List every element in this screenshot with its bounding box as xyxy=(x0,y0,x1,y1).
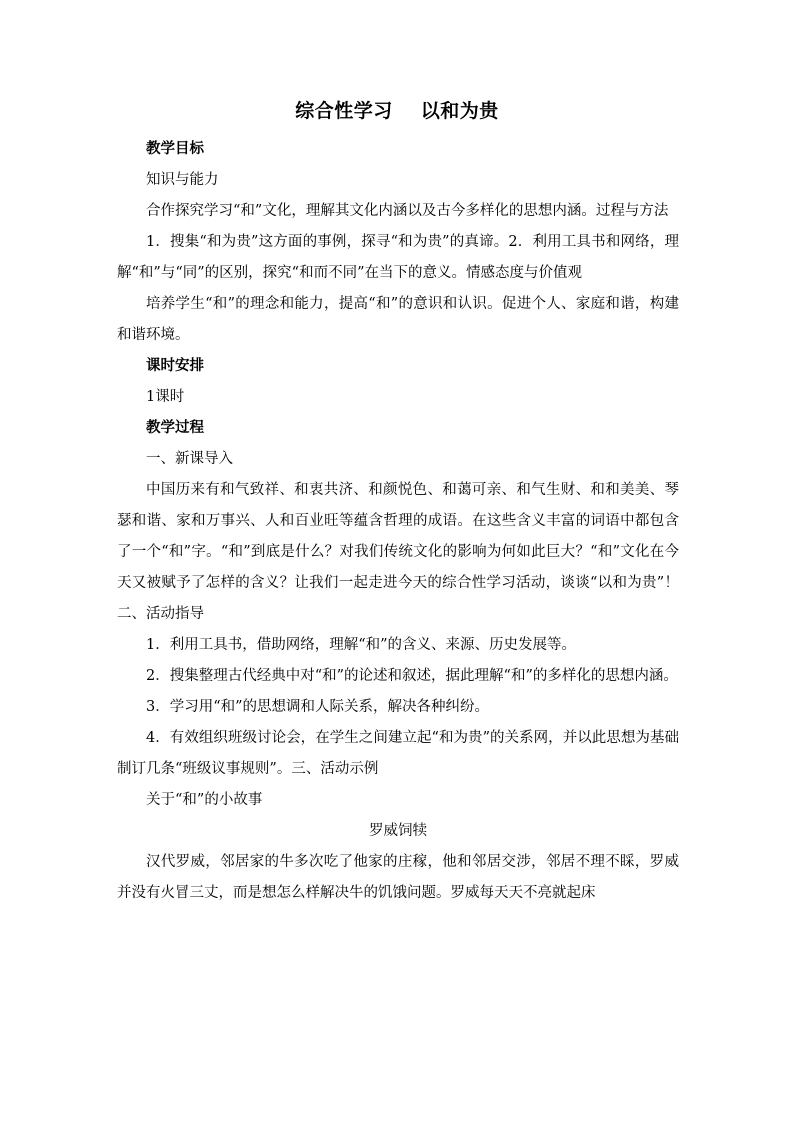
list-item-1: 1．利用工具书，借助网络，理解“和”的含义、来源、历史发展等。 xyxy=(146,637,577,653)
section-heading-schedule: 课时安排 xyxy=(146,358,204,374)
subheading-story: 关于“和”的小故事 xyxy=(146,792,263,808)
paragraph-process-methods: 1．搜集“和为贵”这方面的事例，探寻“和为贵”的真谛。2．利用工具书和网络，理解“和”与“同”的区别，探究“和而不同”在当下的意义。情感态度与价值观 xyxy=(117,234,679,281)
document-title xyxy=(0,96,794,123)
story-paragraph: 汉代罗威，邻居家的牛多次吃了他家的庄稼，他和邻居交涉，邻居不理不睬，罗威并没有火冒三丈，而是想怎么样解决牛的饥饿问题。罗威每天天不亮就起床 xyxy=(117,854,679,901)
section-heading-process: 教学过程 xyxy=(146,420,204,436)
subheading-knowledge: 知识与能力 xyxy=(146,172,219,188)
title-part-1: 综合性学习 xyxy=(295,100,393,122)
list-item-2: 2．搜集整理古代经典中对“和”的论述和叙述，据此理解“和”的多样化的思想内涵。 xyxy=(146,668,678,684)
subheading-intro: 一、新课导入 xyxy=(146,451,233,467)
paragraph-knowledge: 合作探究学习“和”文化，理解其文化内涵以及古今多样化的思想内涵。过程与方法 xyxy=(146,203,669,219)
document-body xyxy=(117,134,679,909)
paragraph-period-count: 1课时 xyxy=(146,389,185,405)
list-item-3: 3．学习用“和”的思想调和人际关系，解决各种纠纷。 xyxy=(146,699,490,715)
list-item-4: 4．有效组织班级讨论会，在学生之间建立起“和为贵”的关系网，并以此思想为基础制订几条“班级议事规则”。三、活动示例 xyxy=(117,730,679,777)
section-heading-objectives: 教学目标 xyxy=(146,141,204,157)
paragraph-intro: 中国历来有和气致祥、和衷共济、和颜悦色、和蔼可亲、和气生财、和和美美、琴瑟和谐、家和万事兴、人和百业旺等蕴含哲理的成语。在这些含义丰富的词语中都包含了一个“和”字。“和”到底是什么？对我们传统文化的影响为何如此巨大？“和”文化在今天又被赋予了怎样的含义？让我们一起走进今天的综合性学习活动，谈谈“以和为贵”！ 二、活动指导 xyxy=(117,482,679,622)
title-part-2: 以和为贵 xyxy=(420,100,499,122)
paragraph-values: 培养学生“和”的理念和能力，提高“和”的意识和认识。促进个人、家庭和谐，构建和谐环境。 xyxy=(117,296,679,343)
story-title: 罗威饲犊 xyxy=(369,823,427,839)
